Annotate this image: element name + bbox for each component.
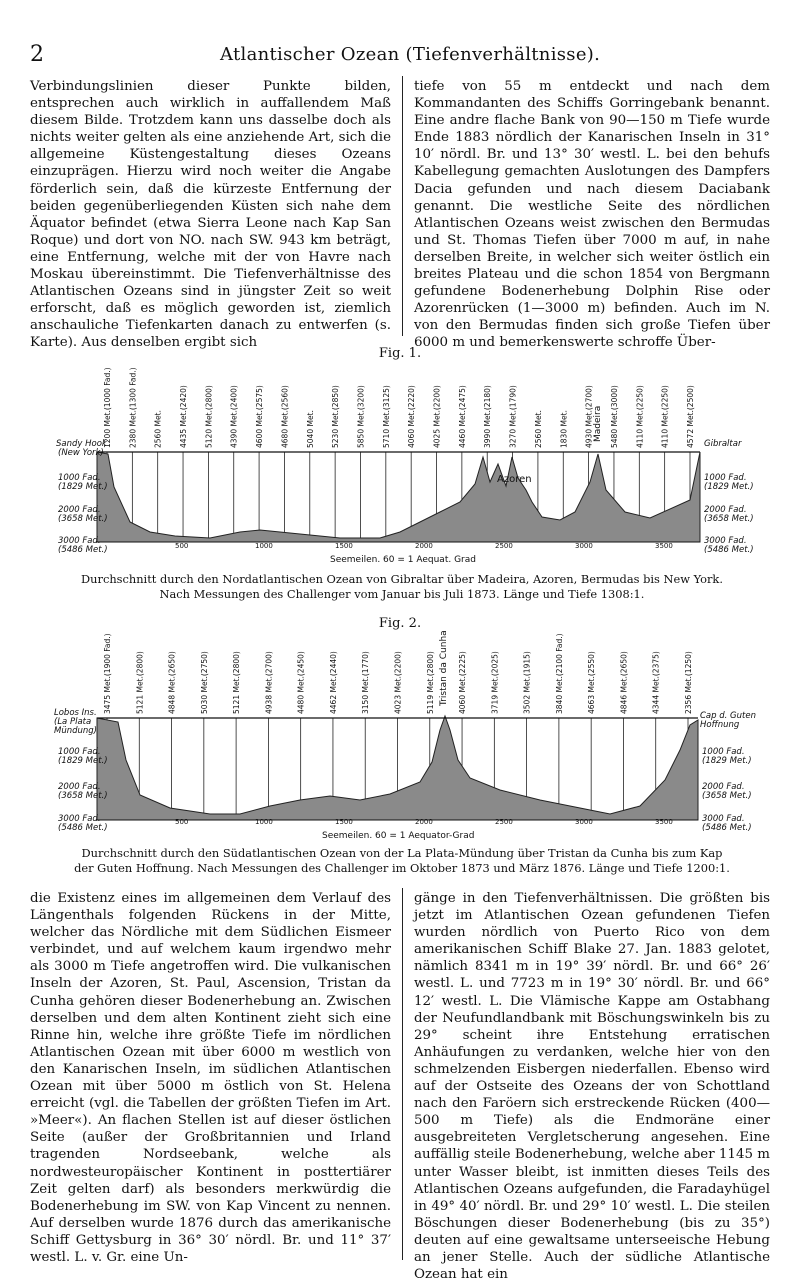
fig1-right-depth-labels xyxy=(704,439,754,555)
fig2-scale-tick: 3500 xyxy=(655,818,673,826)
fig1-scale-ticks xyxy=(175,542,673,550)
fig2-sounding-label: 3719 Met.(2025) xyxy=(490,651,500,714)
fig1-sounding-label: 4600 Met.(2575) xyxy=(255,385,265,448)
fig2-sounding-label: 4663 Met.(2550) xyxy=(587,651,597,714)
fig2-title: Fig. 2. xyxy=(378,616,422,631)
fig2-sounding-label: 3150 Met.(1770) xyxy=(361,651,371,714)
fig1-scale-tick: 2000 xyxy=(415,542,433,550)
fig1-left-label-7: (5486 Met.) xyxy=(58,545,108,555)
fig1-scale-tick: 3000 xyxy=(575,542,593,550)
fig1-scale-tick: 1000 xyxy=(255,542,273,550)
fig2-left-label-1: (La Plata xyxy=(54,717,92,727)
fig2-sounding-label: 4846 Met.(2650) xyxy=(619,651,629,714)
fig1-right-label-2: (1829 Met.) xyxy=(704,482,754,492)
fig1-sounding-label: 3990 Met.(2180) xyxy=(483,385,493,448)
fig1-right-label-5: 3000 Fad. xyxy=(704,536,747,546)
fig2-sounding-label: 3475 Met.(1900 Fad.) xyxy=(103,633,112,714)
fig1-caption-line1: Durchschnitt durch den Nordatlantischen Ozean von Gibraltar über Madeira, Azoren, Bermudas bis New York. xyxy=(81,572,723,586)
fig2-sounding-label: 5030 Met.(2750) xyxy=(199,651,209,714)
fig1-sounding-label: 2560 Met. xyxy=(533,410,543,448)
fig1-left-label-0: Sandy Hook xyxy=(56,439,107,449)
fig2-scale-tick: 500 xyxy=(175,818,189,826)
fig1-sounding-label: 5040 Met. xyxy=(305,410,315,448)
bottom-column-divider xyxy=(402,888,403,1260)
fig2-left-label-4: (1829 Met.) xyxy=(58,756,108,766)
fig2-sounding-label: 4060 Met.(2225) xyxy=(458,651,468,714)
fig2-sounding-lines xyxy=(103,633,693,816)
fig1-scale-label: Seemeilen. 60 = 1 Aequat. Grad xyxy=(330,555,476,565)
fig1-caption xyxy=(28,572,776,602)
fig1-sounding-label: 4060 Met.(2220) xyxy=(407,385,417,448)
fig1-sounding-label: 5850 Met.(3200) xyxy=(356,385,366,448)
fig2-left-label-3: 1000 Fad. xyxy=(58,747,101,757)
fig1-sounding-label: 5120 Met.(2800) xyxy=(204,385,214,448)
fig2-sounding-label: 5121 Met.(2800) xyxy=(232,651,242,714)
fig1-sounding-label: 3270 Met.(1790) xyxy=(508,385,518,448)
fig1-sounding-label: 4680 Met.(2560) xyxy=(280,385,290,448)
fig2-left-label-2: Mündung) xyxy=(54,726,97,736)
fig2-sounding-label: 4023 Met.(2200) xyxy=(393,651,403,714)
fig2-sounding-label: 3502 Met.(1915) xyxy=(522,651,532,714)
fig1-sounding-label: 4435 Met.(2420) xyxy=(179,385,189,448)
fig2-scale-tick: 3000 xyxy=(575,818,593,826)
fig1-right-label-0: Gibraltar xyxy=(704,439,742,449)
fig2-profile-diagram xyxy=(0,630,800,840)
fig1-right-label-1: 1000 Fad. xyxy=(704,473,747,483)
fig1-sounding-label: 5480 Met.(3000) xyxy=(609,385,619,448)
fig2-sounding-label: 5119 Met.(2800) xyxy=(425,651,435,714)
fig1-sounding-label: 2560 Met. xyxy=(153,410,163,448)
page-number: 2 xyxy=(30,42,44,67)
fig2-left-label-0: Lobos Ins. xyxy=(54,708,97,718)
fig1-seafloor xyxy=(97,452,700,542)
fig2-sounding-label: 4848 Met.(2650) xyxy=(167,651,177,714)
fig2-right-depth-labels xyxy=(700,711,756,833)
fig2-right-label-3: (1829 Met.) xyxy=(702,756,752,766)
fig2-caption xyxy=(28,846,776,876)
bottom-left-column xyxy=(30,890,391,1266)
fig1-sounding-label: 4110 Met.(2250) xyxy=(660,385,670,448)
fig1-sounding-label: 4390 Met.(2400) xyxy=(229,385,239,448)
fig2-scale-label: Seemeilen. 60 = 1 Aequator-Grad xyxy=(322,831,475,840)
fig1-scale-tick: 1500 xyxy=(335,542,353,550)
fig1-left-label-2: 1000 Fad. xyxy=(58,473,101,483)
fig1-right-label-3: 2000 Fad. xyxy=(704,505,747,515)
fig2-right-label-5: (3658 Met.) xyxy=(702,791,752,801)
running-head: Atlantischer Ozean (Tiefenverhältnisse). xyxy=(220,44,601,65)
fig1-left-label-1: (New York) xyxy=(58,448,104,458)
fig2-left-label-8: (5486 Met.) xyxy=(58,823,108,833)
fig1-right-label-6: (5486 Met.) xyxy=(704,545,754,555)
fig1-sounding-label: 4025 Met.(2200) xyxy=(432,385,442,448)
fig1-sounding-label: 4460 Met.(2475) xyxy=(457,385,467,448)
fig1-left-label-3: (1829 Met.) xyxy=(58,482,108,492)
fig2-sounding-label: 2356 Met.(1250) xyxy=(684,651,693,714)
fig2-scale-tick: 1500 xyxy=(335,818,353,826)
bottom-left-paragraph: die Existenz eines im allgemeinen dem Verlauf des Längenthals folgenden Rückens in der Mitte, welcher das Nördliche mit dem Südlichen Eismeer verbindet, und auf welchem kaum irgendwo mehr als 3000 m Tiefe angetroffen wird. Die vulkanischen Inseln der Azoren, St. Paul, Ascension, Tristan da Cunha gehören dieser Bodenerhebung an. Zwischen derselben und dem alten Kontinent zieht sich eine Rinne hin, welche ihre größte Tiefe im nördlichen Atlantischen Ozean mit über 6000 m westlich von den Kanarischen Inseln, im südlichen Atlantischen Ozean mit über 5000 m östlich von St. Helena erreicht (vgl. die Tabellen der größten Tiefen im Art. »Meer«). An flachen Stellen ist auf dieser östlichen Seite (außer der Großbritannien und Irland tragenden Nordseebank, welche als nordwesteuropäischer Kontinent in posttertiärer Zeit gelten darf) als besonders merkwürdig die Bodenerhebung im SW. von Kap Vincent zu nennen. Auf derselben wurde 1876 durch das amerikanische Schiff Gettysburg in 36° 30′ nördl. Br. und 11° 37′ westl. L. v. Gr. eine Un- xyxy=(30,891,391,1265)
fig1-sounding-label: 4930 Met.(2700) xyxy=(584,385,594,448)
fig1-scale-tick: 500 xyxy=(175,542,189,550)
top-left-column xyxy=(30,78,391,352)
fig1-sounding-label: 5710 Met.(3125) xyxy=(381,385,391,448)
fig2-scale-tick: 2500 xyxy=(495,818,513,826)
fig2-left-label-7: 3000 Fad. xyxy=(58,814,101,824)
top-right-column xyxy=(414,78,770,352)
fig1-sounding-label: 2380 Met.(1300 Fad.) xyxy=(128,367,138,448)
fig2-sounding-label: 4938 Met.(2700) xyxy=(264,651,274,714)
fig2-sounding-label: 4480 Met.(2450) xyxy=(296,651,306,714)
fig1-title: Fig. 1. xyxy=(378,346,422,361)
fig1-left-label-6: 3000 Fad. xyxy=(58,536,101,546)
fig1-sounding-label: 4110 Met.(2250) xyxy=(635,385,645,448)
fig2-sounding-label: 4462 Met.(2440) xyxy=(328,651,338,714)
fig2-right-label-7: (5486 Met.) xyxy=(702,823,752,833)
fig1-azoren-label: Azoren xyxy=(497,474,532,485)
fig2-sounding-label: 5121 Met.(2800) xyxy=(135,651,145,714)
fig1-sounding-label: 4572 Met.(2500) xyxy=(686,385,695,448)
bottom-right-paragraph: gänge in den Tiefenverhältnissen. Die größten bis jetzt im Atlantischen Ozean gefundenen Tiefen wurden nördlich von Puerto Rico von dem amerikanischen Schiff Blake 27. Jan. 1883 gelotet, nämlich 8341 m in 19° 39′ nördl. Br. und 66° 26′ westl. L. und 7723 m in 19° 30′ nördl. Br. und 66° 12′ westl. L. Die Vlämische Kappe am Ostabhang der Neufundlandbank mit Böschungswinkeln bis zu 29° scheint ihre Entstehung erratischen Anhäufungen zu verdanken, welche hier von den schmelzenden Eisbergen niederfallen. Ebenso wird auf der Ostseite des Ozeans der von Schottland nach den Faröern sich erstreckende Rücken (400—500 m Tiefe) als die Endmoräne einer ausgebreiteten Vergletscherung angesehen. Eine auffällig steile Bodenerhebung, welche aber 1145 m unter Wasser bleibt, ist inmitten dieses Teils des Atlantischen Ozeans aufgefunden, die Faradayhügel in 49° 40′ nördl. Br. und 29° 10′ westl. L. Die steilen Böschungen dieser Bodenerhebung (bis zu 35°) deuten auf eine gewaltsame unterseeische Hebung an jener Stelle. Auch der südliche Atlantische Ozean hat ein xyxy=(414,891,770,1283)
fig2-left-label-6: (3658 Met.) xyxy=(58,791,108,801)
fig2-caption-line2: der Guten Hoffnung. Nach Messungen des Challenger im Oktober 1873 und März 1876. Länge und Tiefe 1200:1. xyxy=(74,861,730,875)
fig2-right-label-1: Hoffnung xyxy=(700,720,740,730)
fig2-right-label-6: 3000 Fad. xyxy=(702,814,745,824)
fig2-sounding-label: 3840 Met.(2100 Fad.) xyxy=(554,633,564,714)
top-column-divider xyxy=(402,76,403,336)
fig1-left-label-4: 2000 Fad. xyxy=(58,505,101,515)
fig2-caption-line1: Durchschnitt durch den Südatlantischen Ozean von der La Plata-Mündung über Tristan da Cunha bis zum Kap xyxy=(81,846,723,860)
fig1-right-label-4: (3658 Met.) xyxy=(704,514,754,524)
top-left-paragraph: Verbindungslinien dieser Punkte bilden, entsprechen auch wirklich in auffallendem Maß diesem Bilde. Trotzdem kann uns dasselbe doch als nichts weiter gelten als eine anziehende Art, sich die allgemeine Küstengestaltung dieses Ozeans einzuprägen. Hierzu wird noch weiter die Angabe förderlich sein, daß die kürzeste Entfernung der beiden gegenüberliegenden Küsten sich nahe dem Äquator befindet (etwa Sierra Leone nach Kap San Roque) und dort von NO. nach SW. 943 km beträgt, eine Entfernung, welche mit der von Havre nach Moskau übereinstimmt. Die Tiefenverhältnisse des Atlantischen Ozeans sind in jüngster Zeit so weit erforscht, daß es möglich geworden ist, ziemlich anschauliche Tiefenkarten danach zu entwerfen (s. Karte). Aus denselben ergibt sich xyxy=(30,79,391,351)
fig1-sounding-label: 1830 Met. xyxy=(559,410,569,448)
fig1-sounding-label: 1200 Met.(1000 Fad.) xyxy=(103,367,112,448)
fig1-profile-diagram xyxy=(0,362,800,572)
fig1-sounding-label: 5230 Met.(2850) xyxy=(331,385,341,448)
fig2-scale-tick: 2000 xyxy=(415,818,433,826)
fig1-left-label-5: (3658 Met.) xyxy=(58,514,108,524)
bottom-right-column xyxy=(414,890,770,1283)
fig2-scale-tick: 1000 xyxy=(255,818,273,826)
fig1-scale-tick: 3500 xyxy=(655,542,673,550)
fig2-right-label-0: Cap d. Guten xyxy=(700,711,756,721)
fig2-right-label-4: 2000 Fad. xyxy=(702,782,745,792)
fig2-left-label-5: 2000 Fad. xyxy=(58,782,101,792)
fig1-scale-tick: 2500 xyxy=(495,542,513,550)
fig2-sounding-label: 4344 Met.(2375) xyxy=(651,651,661,714)
fig2-right-label-2: 1000 Fad. xyxy=(702,747,745,757)
top-right-paragraph: tiefe von 55 m entdeckt und nach dem Kommandanten des Schiffs Gorringebank benannt. Eine andre flache Bank von 90—150 m Tiefe wurde Ende 1883 nördlich der Kanarischen Inseln in 31° 10′ nördl. Br. und 13° 30′ westl. L. bei den behufs Kabellegung gemachten Auslotungen des Dampfers Dacia gefunden und nach diesem Daciabank genannt. Die westliche Seite des nördlichen Atlantischen Ozeans weist zwischen den Bermudas und St. Thomas Tiefen über 7000 m auf, in nahe derselben Breite, in welcher sich weiter östlich ein breites Plateau und die schon 1854 von Bergmann gefundene Bodenerhebung Dolphin Rise oder Azorenrücken (1—3000 m) befinden. Auch im N. von den Bermudas finden sich große Tiefen über 6000 m und bemerkenswerte schroffe Über- xyxy=(414,79,770,351)
fig2-tristan-label: Tristan da Cunha xyxy=(439,630,449,706)
fig1-madeira-label: Madeira xyxy=(593,405,603,442)
fig1-caption-line2: Nach Messungen des Challenger vom Januar bis Juli 1873. Länge und Tiefe 1308:1. xyxy=(159,587,645,601)
